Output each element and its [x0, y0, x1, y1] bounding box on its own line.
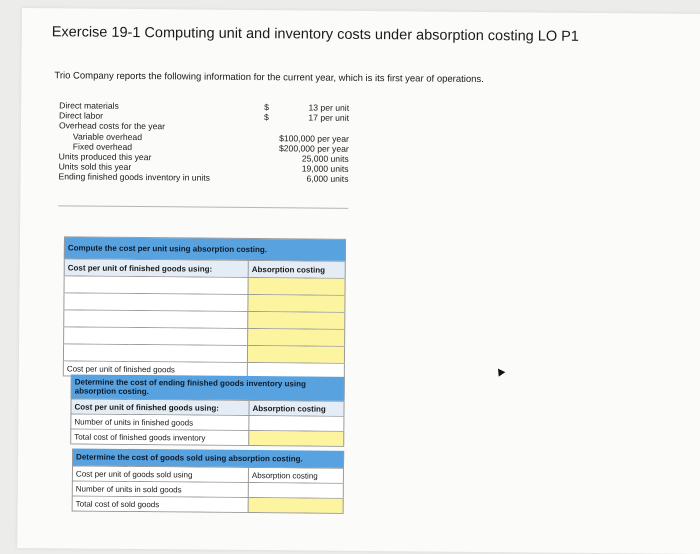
table-heading: Determine the cost of ending finished goods inventory using absorption costing.: [71, 374, 345, 400]
info-value: 19,000 units: [301, 163, 349, 174]
cost-of-goods-sold-table: [72, 448, 345, 513]
info-table: [58, 100, 349, 184]
amount-input[interactable]: [247, 329, 345, 346]
info-label: Units produced this year: [58, 151, 152, 163]
dollar-sign: $: [264, 102, 269, 113]
column-method: Absorption costing: [248, 401, 344, 416]
ending-inventory-table: [70, 374, 345, 446]
amount-input[interactable]: [247, 295, 345, 312]
table-row: [70, 429, 344, 446]
table-row: [72, 496, 344, 513]
info-divider: [58, 205, 348, 209]
intro-text: Trio Company reports the following information for the current year, which is its first year of operations.: [54, 70, 484, 86]
info-label: Variable overhead: [72, 131, 143, 142]
table-heading-row: [71, 374, 345, 401]
info-value: 6,000 units: [306, 173, 349, 185]
info-value: 17 per unit: [308, 112, 350, 124]
amount-input[interactable]: [248, 416, 344, 431]
info-label: Direct labor: [59, 110, 104, 121]
item-input[interactable]: [63, 310, 247, 328]
amount-input[interactable]: [248, 498, 344, 513]
row-label: Total cost of sold goods: [72, 496, 248, 512]
row-label: Number of units in finished goods: [70, 414, 248, 430]
worksheet-page: [17, 8, 700, 554]
table-heading: Compute the cost per unit using absorption costing.: [64, 237, 346, 260]
info-label: Ending finished goods inventory in units: [58, 171, 211, 183]
row-label: Number of units in sold goods: [72, 481, 248, 497]
table-heading: Determine the cost of goods sold using absorption costing.: [72, 448, 344, 467]
item-input[interactable]: [63, 344, 247, 362]
amount-input[interactable]: [248, 278, 346, 295]
info-value: 13 per unit: [308, 102, 350, 113]
row-label: Total cost of finished goods inventory: [70, 429, 248, 445]
item-input[interactable]: [63, 327, 247, 345]
info-value: 25,000 units: [301, 153, 349, 164]
column-label: Cost per unit of finished goods using:: [64, 259, 248, 277]
exercise-title: Exercise 19-1 Computing unit and inventory costs under absorption costing LO P1: [51, 24, 579, 45]
item-input[interactable]: [64, 276, 248, 294]
item-input[interactable]: [63, 293, 247, 311]
column-label: Cost per unit of finished goods using:: [70, 399, 248, 415]
info-label: Direct materials: [59, 100, 119, 111]
amount-input[interactable]: [247, 312, 345, 329]
info-row: [58, 172, 348, 185]
amount-input[interactable]: [248, 483, 344, 498]
amount-input[interactable]: [247, 346, 345, 363]
info-label: Overhead costs for the year: [58, 120, 166, 132]
row-label: Cost per unit of goods sold using: [72, 466, 248, 482]
column-method: Absorption costing: [248, 261, 346, 278]
info-label: Fixed overhead: [72, 141, 133, 152]
table-heading-row: [72, 448, 344, 468]
total-label: Cost per unit of finished goods: [63, 361, 247, 377]
dollar-sign: $: [264, 112, 269, 123]
absorption-unit-cost-table: [63, 236, 346, 378]
info-value: $100,000 per year: [279, 132, 349, 144]
info-value: $200,000 per year: [278, 142, 349, 154]
table-heading-row: [64, 237, 346, 261]
column-method: Absorption costing: [248, 468, 344, 483]
amount-input[interactable]: [248, 431, 344, 446]
info-label: Units sold this year: [58, 161, 132, 173]
